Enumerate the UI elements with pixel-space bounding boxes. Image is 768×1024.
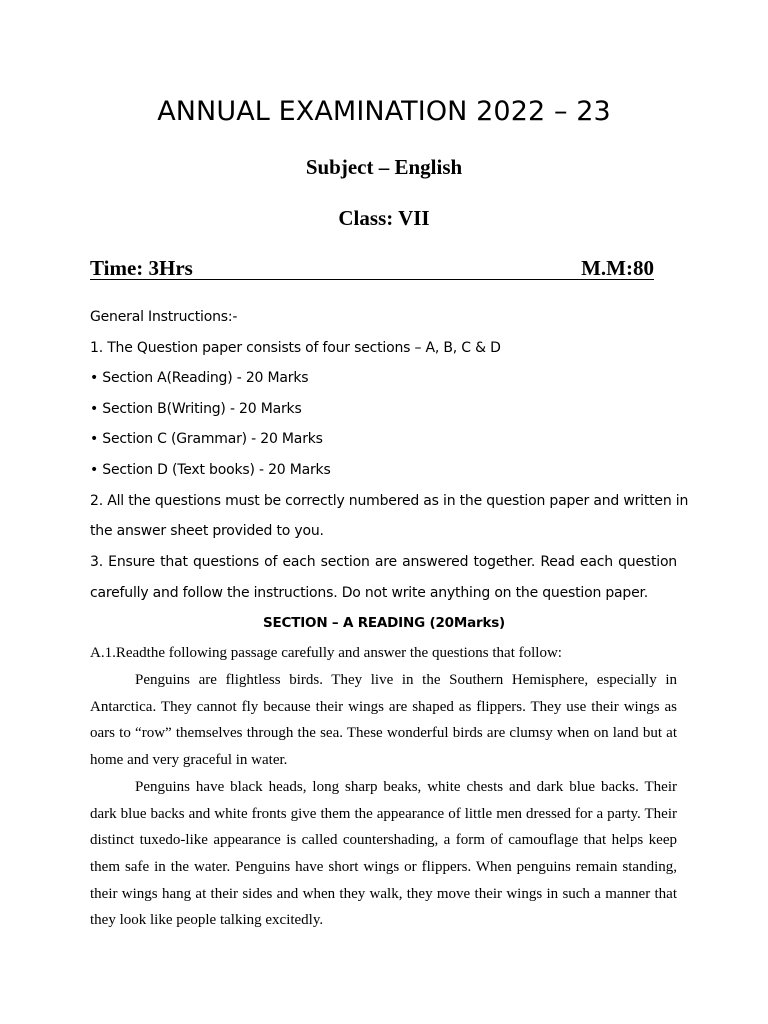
passage-line: Penguins are flightless birds. They live in the Southern Hemisphere, especially in — [135, 672, 677, 688]
instruction-bullet: • Section B(Writing) - 20 Marks — [90, 401, 302, 417]
passage-line: Penguins have black heads, long sharp beaks, white chests and dark blue backs. Their — [135, 779, 677, 795]
class-line: Class: VII — [338, 206, 430, 230]
section-a-heading: SECTION – A READING (20Marks) — [262, 615, 506, 631]
passage-line: oars to “row” themselves through the sea. These wonderful birds are clumsy when on land but at — [90, 725, 677, 741]
subject-line: Subject – English — [305, 155, 463, 179]
instruction-bullet: • Section D (Text books) - 20 Marks — [90, 462, 331, 478]
instruction-item-2: 2. All the questions must be correctly numbered as in the question paper and written in — [90, 493, 689, 509]
max-marks-label: M.M:80 — [581, 256, 654, 280]
time-label: Time: 3Hrs — [90, 256, 193, 280]
instruction-item-3-cont: carefully and follow the instructions. Do not write anything on the question paper. — [90, 585, 649, 601]
passage-line: distinct tuxedo-like appearance is called countershading, a form of camouflage that helps keep — [90, 832, 677, 848]
instruction-item-1: 1. The Question paper consists of four sections – A, B, C & D — [90, 340, 501, 356]
passage-line: they look like people talking excitedly. — [90, 912, 324, 928]
instruction-item-3: 3. Ensure that questions of each section are answered together. Read each question — [90, 554, 677, 570]
time-marks-row — [90, 256, 654, 280]
instruction-item-2-cont: the answer sheet provided to you. — [90, 523, 324, 539]
passage-line: dark blue backs and white fronts give them the appearance of little men dressed for a party. Their — [90, 806, 677, 822]
passage-line: Antarctica. They cannot fly because their wings are shaped as flippers. They use their wings as — [90, 699, 677, 715]
exam-title: ANNUAL EXAMINATION 2022 – 23 — [157, 96, 611, 127]
question-a1: A.1.Readthe following passage carefully and answer the questions that follow: — [90, 645, 562, 661]
passage-line: home and very graceful in water. — [90, 752, 288, 768]
instructions-heading: General Instructions:- — [90, 309, 238, 325]
instruction-bullet: • Section A(Reading) - 20 Marks — [90, 370, 309, 386]
passage-line: their wings hang at their sides and when they walk, they move their wings in such a manner that — [90, 886, 677, 902]
passage-line: them safe in the water. Penguins have short wings or flippers. When penguins remain standing, — [90, 859, 677, 875]
instruction-bullet: • Section C (Grammar) - 20 Marks — [90, 431, 323, 447]
